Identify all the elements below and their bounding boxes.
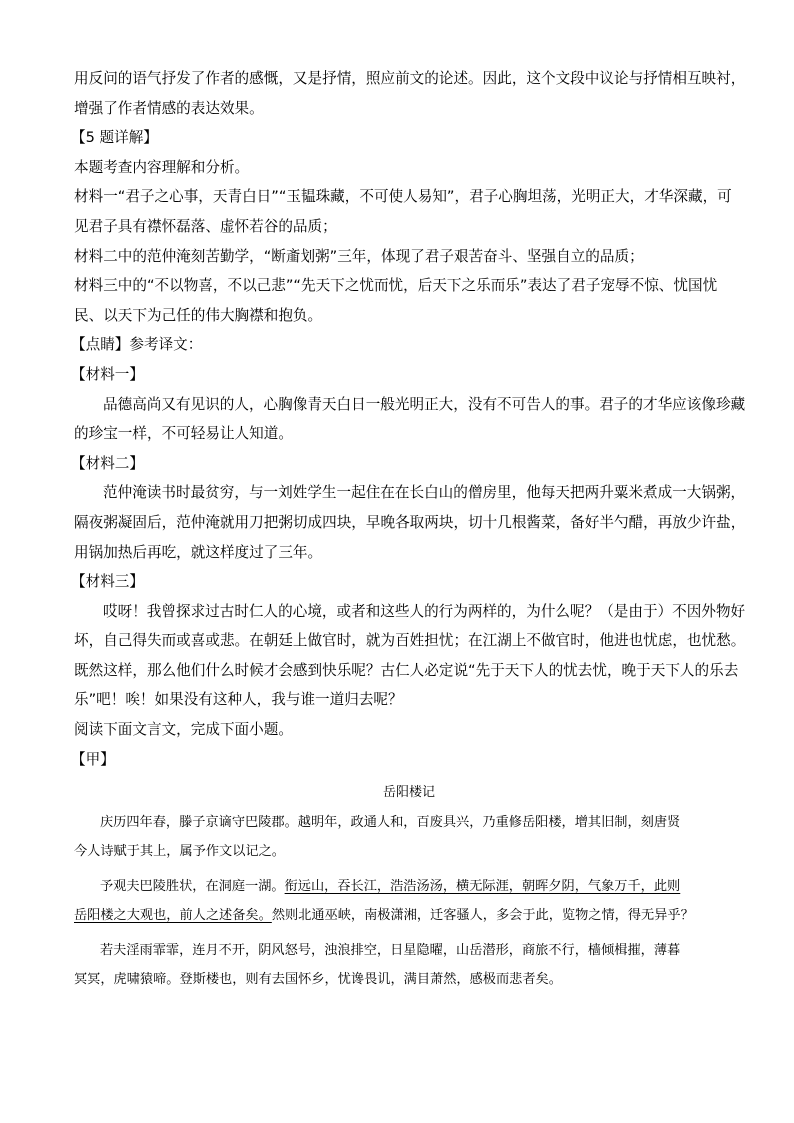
classical-paragraph-line (74, 901, 726, 930)
material-one-line: 品德高尚又有见识的人，心胸像青天白日一般光明正大，没有不可告人的事。君子的才华应该像珍藏 (103, 395, 746, 413)
q5-line: 材料二中的范仲淹刻苦勤学，“断齑划粥”三年，体现了君子艰苦奋斗、坚强自立的品质； (74, 247, 644, 265)
document-content (71, 64, 746, 994)
classical-plain-text: 然则北通巫峡，南极潇湘，迁客骚人，多会于此，览物之情，得无异乎？ (271, 908, 694, 924)
classical-paragraph-line (74, 872, 726, 901)
q5-intro: 本题考查内容理解和分析。 (74, 158, 250, 176)
classical-plain-text: 予观夫巴陵胜状，在洞庭一湖。 (100, 879, 285, 895)
q5-line: 见君子具有襟怀磊落、虚怀若谷的品质； (74, 217, 337, 235)
material-one-line: 的珍宝一样，不可轻易让人知道。 (74, 425, 293, 443)
material-three-line: 坏，自己得失而或喜或悲。在朝廷上做官时，就为百姓担忧；在江湖上不做官时，他进也忧虑，也忧愁。 (74, 632, 746, 650)
q5-line: 材料三中的“不以物喜，不以己悲”“先天下之忧而忧，后天下之乐而乐”表达了君子宠辱不惊、忧国忧 (74, 277, 718, 295)
material-three-line: 乐”吧！唉！如果没有这种人，我与谁一道归去呢？ (74, 691, 403, 709)
material-three-heading: 【材料三】 (71, 573, 144, 591)
material-three-line: 既然这样，那么他们什么时候才会感到快乐呢？古仁人必定说“先于天下人的忧去忧，晚于天下人的乐去 (74, 661, 739, 679)
q5-heading: 【5 题详解】 (71, 129, 158, 147)
reading-instruction: 阅读下面文言文，完成下面小题。 (74, 721, 293, 739)
classical-paragraph-line: 若夫淫雨霏霏，连月不开，阴风怒号，浊浪排空，日星隐曜，山岳潜形，商旅不行，樯倾楫摧，薄暮 (100, 943, 681, 959)
q5-line: 民、以天下为己任的伟大胸襟和抱负。 (74, 306, 323, 324)
classical-underlined-text: 衔远山，吞长江，浩浩汤汤，横无际涯，朝晖夕阴，气象万千，此则 (284, 879, 681, 895)
translation-heading: 【点睛】参考译文： (71, 336, 203, 354)
material-three-line: 哎呀！我曾探求过古时仁人的心境，或者和这些人的行为两样的，为什么呢？（是由于）不因外物好 (103, 602, 746, 620)
material-two-line: 隔夜粥凝固后，范仲淹就用刀把粥切成四块，早晚各取两块，切十几根酱菜，备好半勺醋，再放少许盐， (74, 513, 746, 531)
classical-title: 岳阳楼记 (382, 785, 435, 801)
classical-paragraph-line: 今人诗赋于其上，属予作文以记之。 (74, 844, 285, 860)
material-two-line: 用锅加热后再吃，就这样度过了三年。 (74, 543, 323, 561)
analysis-line: 用反问的语气抒发了作者的感慨，又是抒情，照应前文的论述。因此，这个文段中议论与抒情相互映衬， (74, 70, 746, 87)
classical-paragraph-line: 冥冥，虎啸猿啼。登斯楼也，则有去国怀乡，忧谗畏讥，满目萧然，感极而悲者矣。 (74, 972, 562, 988)
material-one-heading: 【材料一】 (71, 365, 144, 383)
material-two-line: 范仲淹读书时最贫穷，与一刘姓学生一起住在在长白山的僧房里，他每天把两升粟米煮成一大锅粥， (103, 484, 746, 502)
q5-line: 材料一“君子之心事，天青白日”“玉韫珠藏，不可使人易知”，君子心胸坦荡，光明正大，才华深藏，可 (74, 188, 732, 206)
classical-paragraph-line: 庆历四年春，滕子京谪守巴陵郡。越明年，政通人和，百废具兴，乃重修岳阳楼，增其旧制，刻唐贤 (100, 815, 681, 831)
material-two-heading: 【材料二】 (71, 454, 144, 472)
classical-underlined-text: 岳阳楼之大观也，前人之述备矣。 (74, 908, 272, 924)
analysis-line: 增强了作者情感的表达效果。 (74, 99, 264, 117)
jia-heading: 【甲】 (71, 750, 115, 768)
